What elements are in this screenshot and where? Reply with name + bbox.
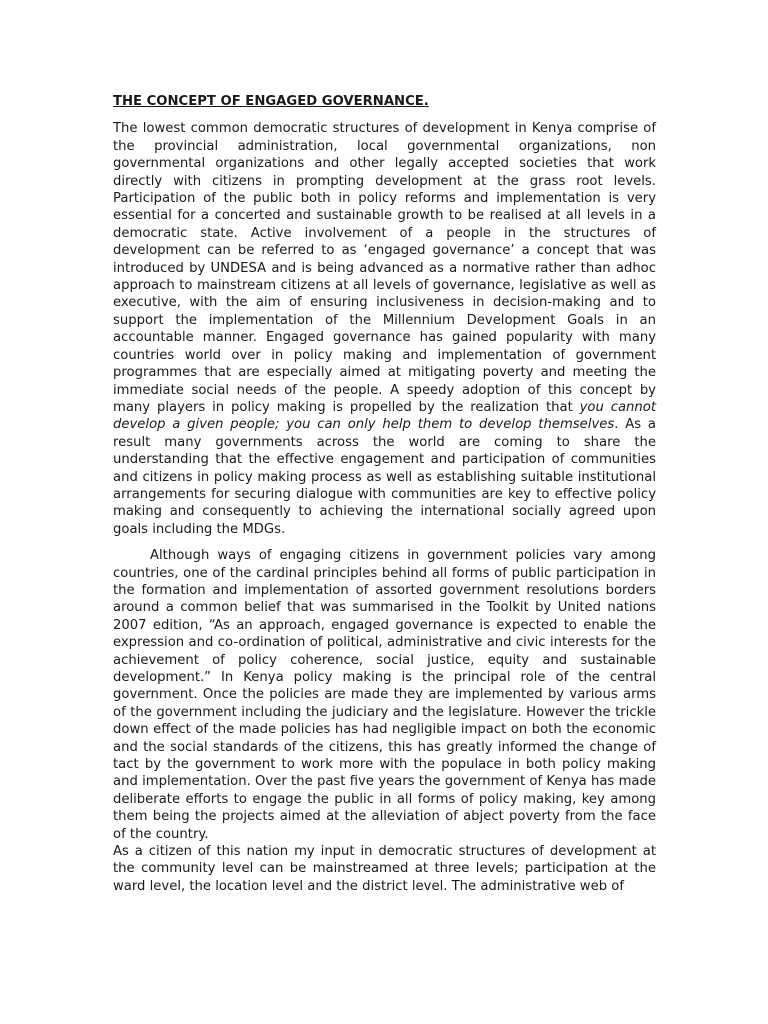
paragraph-2: Although ways of engaging citizens in government policies vary among countries, one of the cardinal principles behind all forms of public participation in the formation and implementation of assorted government resolutions borders around a common belief that was summarised in the Toolkit by United nations 2007 edition, “As an approach, engaged governance is expected to enable the expression and co-ordination of political, administrative and civic interests for the achievement of policy coherence, social justice, equity and sustainable development.” In Kenya policy making is the principal role of the central government. Once the policies are made they are implemented by various arms of the government including the judiciary and the legislature. However the trickle down effect of the made policies has had negligible impact on both the economic and the social standards of the citizens, this has greatly informed the change of tact by the government to work more with the populace in both policy making and implementation. Over the past five years the government of Kenya has made deliberate efforts to engage the public in all forms of policy making, key among them being the projects aimed at the alleviation of abject poverty from the face of the country. bbox=[113, 548, 656, 842]
paragraph-1-text-end: . As a result many governments across the world are coming to share the understanding that the effective engagement and participation of communities and citizens in policy making process as well as establishing suitable institutional arrangements for securing dialogue with communities are key to effective policy making and consequently to achieving the international socially agreed upon goals including the MDGs. bbox=[113, 417, 656, 537]
paragraph-1-text-start: The lowest common democratic structures of development in Kenya comprise of the provincial administration, local governmental organizations, non governmental organizations and other legally accepted societies that work directly with citizens in prompting development at the grass root levels. Participation of the public both in policy reforms and implementation is very essential for a concerted and sustainable growth to be realised at all levels in a democratic state. Active involvement of a people in the structures of development can be referred to as ‘engaged governance’ a concept that was introduced by UNDESA and is being advanced as a normative rather than adhoc approach to mainstream citizens at all levels of governance, legislative as well as executive, with the aim of ensuring inclusiveness in decision-making and to support the implementation of the Millennium Development Goals in an accountable manner. Engaged governance has gained popularity with many countries world over in policy making and implementation of government programmes that are especially aimed at mitigating poverty and meeting the immediate social needs of the people. A speedy adoption of this concept by many players in policy making is propelled by the realization that bbox=[113, 121, 656, 415]
paragraph-3: As a citizen of this nation my input in democratic structures of development at the community level can be mainstreamed at three levels; participation at the ward level, the location level and the district level. The administrative web of bbox=[113, 844, 656, 894]
paragraph-1 bbox=[113, 120, 656, 538]
paragraph-1-italic-quote: you cannot develop a given people; you can only help them to develop themselves bbox=[113, 399, 657, 433]
document-title: THE CONCEPT OF ENGAGED GOVERNANCE. bbox=[113, 94, 429, 109]
document-body bbox=[113, 93, 656, 895]
